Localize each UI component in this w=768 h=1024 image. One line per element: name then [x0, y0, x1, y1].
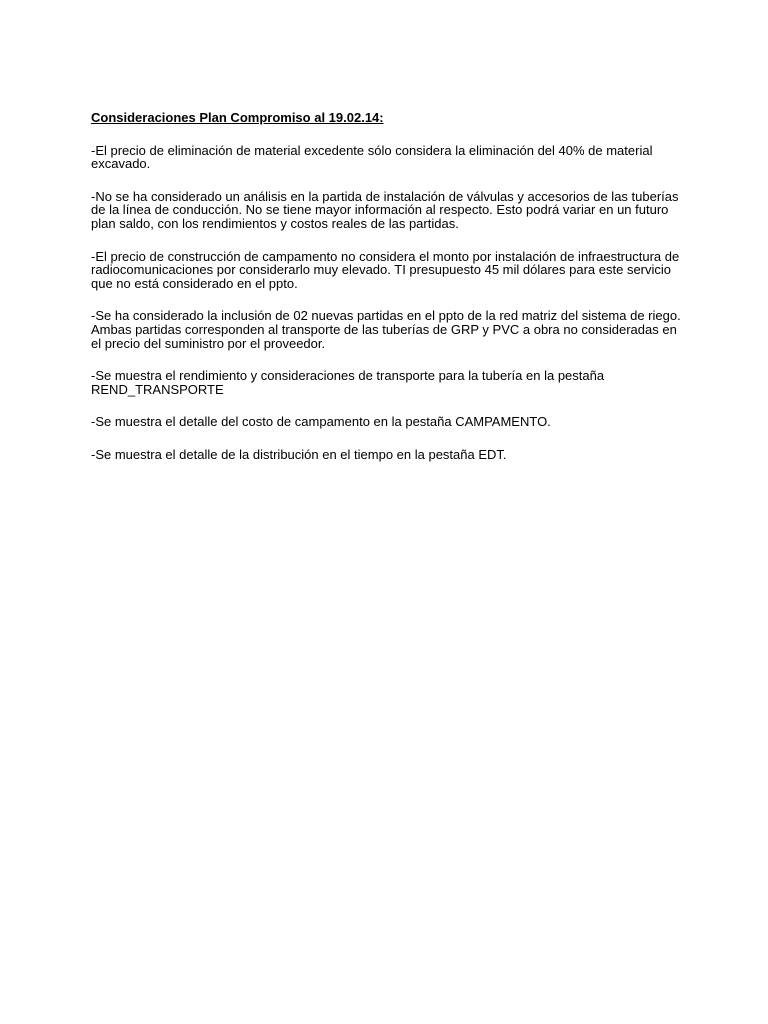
paragraph-nuevas-partidas: -Se ha considerado la inclusión de 02 nuevas partidas en el ppto de la red matriz del sistema de riego. Ambas partidas corresponden al transporte de las tuberías de GRP y PVC a obra no consideradas en el precio del suministro por el proveedor. [91, 308, 681, 351]
paragraph-campamento-radiocomunicaciones: -El precio de construcción de campamento no considera el monto por instalación de infraestructura de radiocomunicaciones por considerarlo muy elevado. TI presupuesto 45 mil dólares para este servicio que no está considerado en el ppto. [91, 248, 680, 291]
document-body [91, 111, 681, 481]
paragraph-material-excedente: -El precio de eliminación de material excedente sólo considera la eliminación del 40% de material excavado. [91, 142, 653, 172]
paragraph-distribucion-edt: -Se muestra el detalle de la distribución en el tiempo en la pestaña EDT. [91, 446, 507, 462]
paragraph-rend-transporte: -Se muestra el rendimiento y consideraciones de transporte para la tubería en la pestaña REND_TRANSPORTE [91, 368, 605, 397]
paragraph-costo-campamento: -Se muestra el detalle del costo de campamento en la pestaña CAMPAMENTO. [91, 414, 551, 430]
paragraph-valvulas-accesorios: -No se ha considerado un análisis en la partida de instalación de válvulas y accesorios de las tuberías de la línea de conducción. No se tiene mayor información al respecto. Esto podrá variar en un futuro plan saldo, con los rendimientos y costos reales de las partidas. [91, 188, 679, 231]
document-title: Consideraciones Plan Compromiso al 19.02.14: [91, 110, 384, 125]
